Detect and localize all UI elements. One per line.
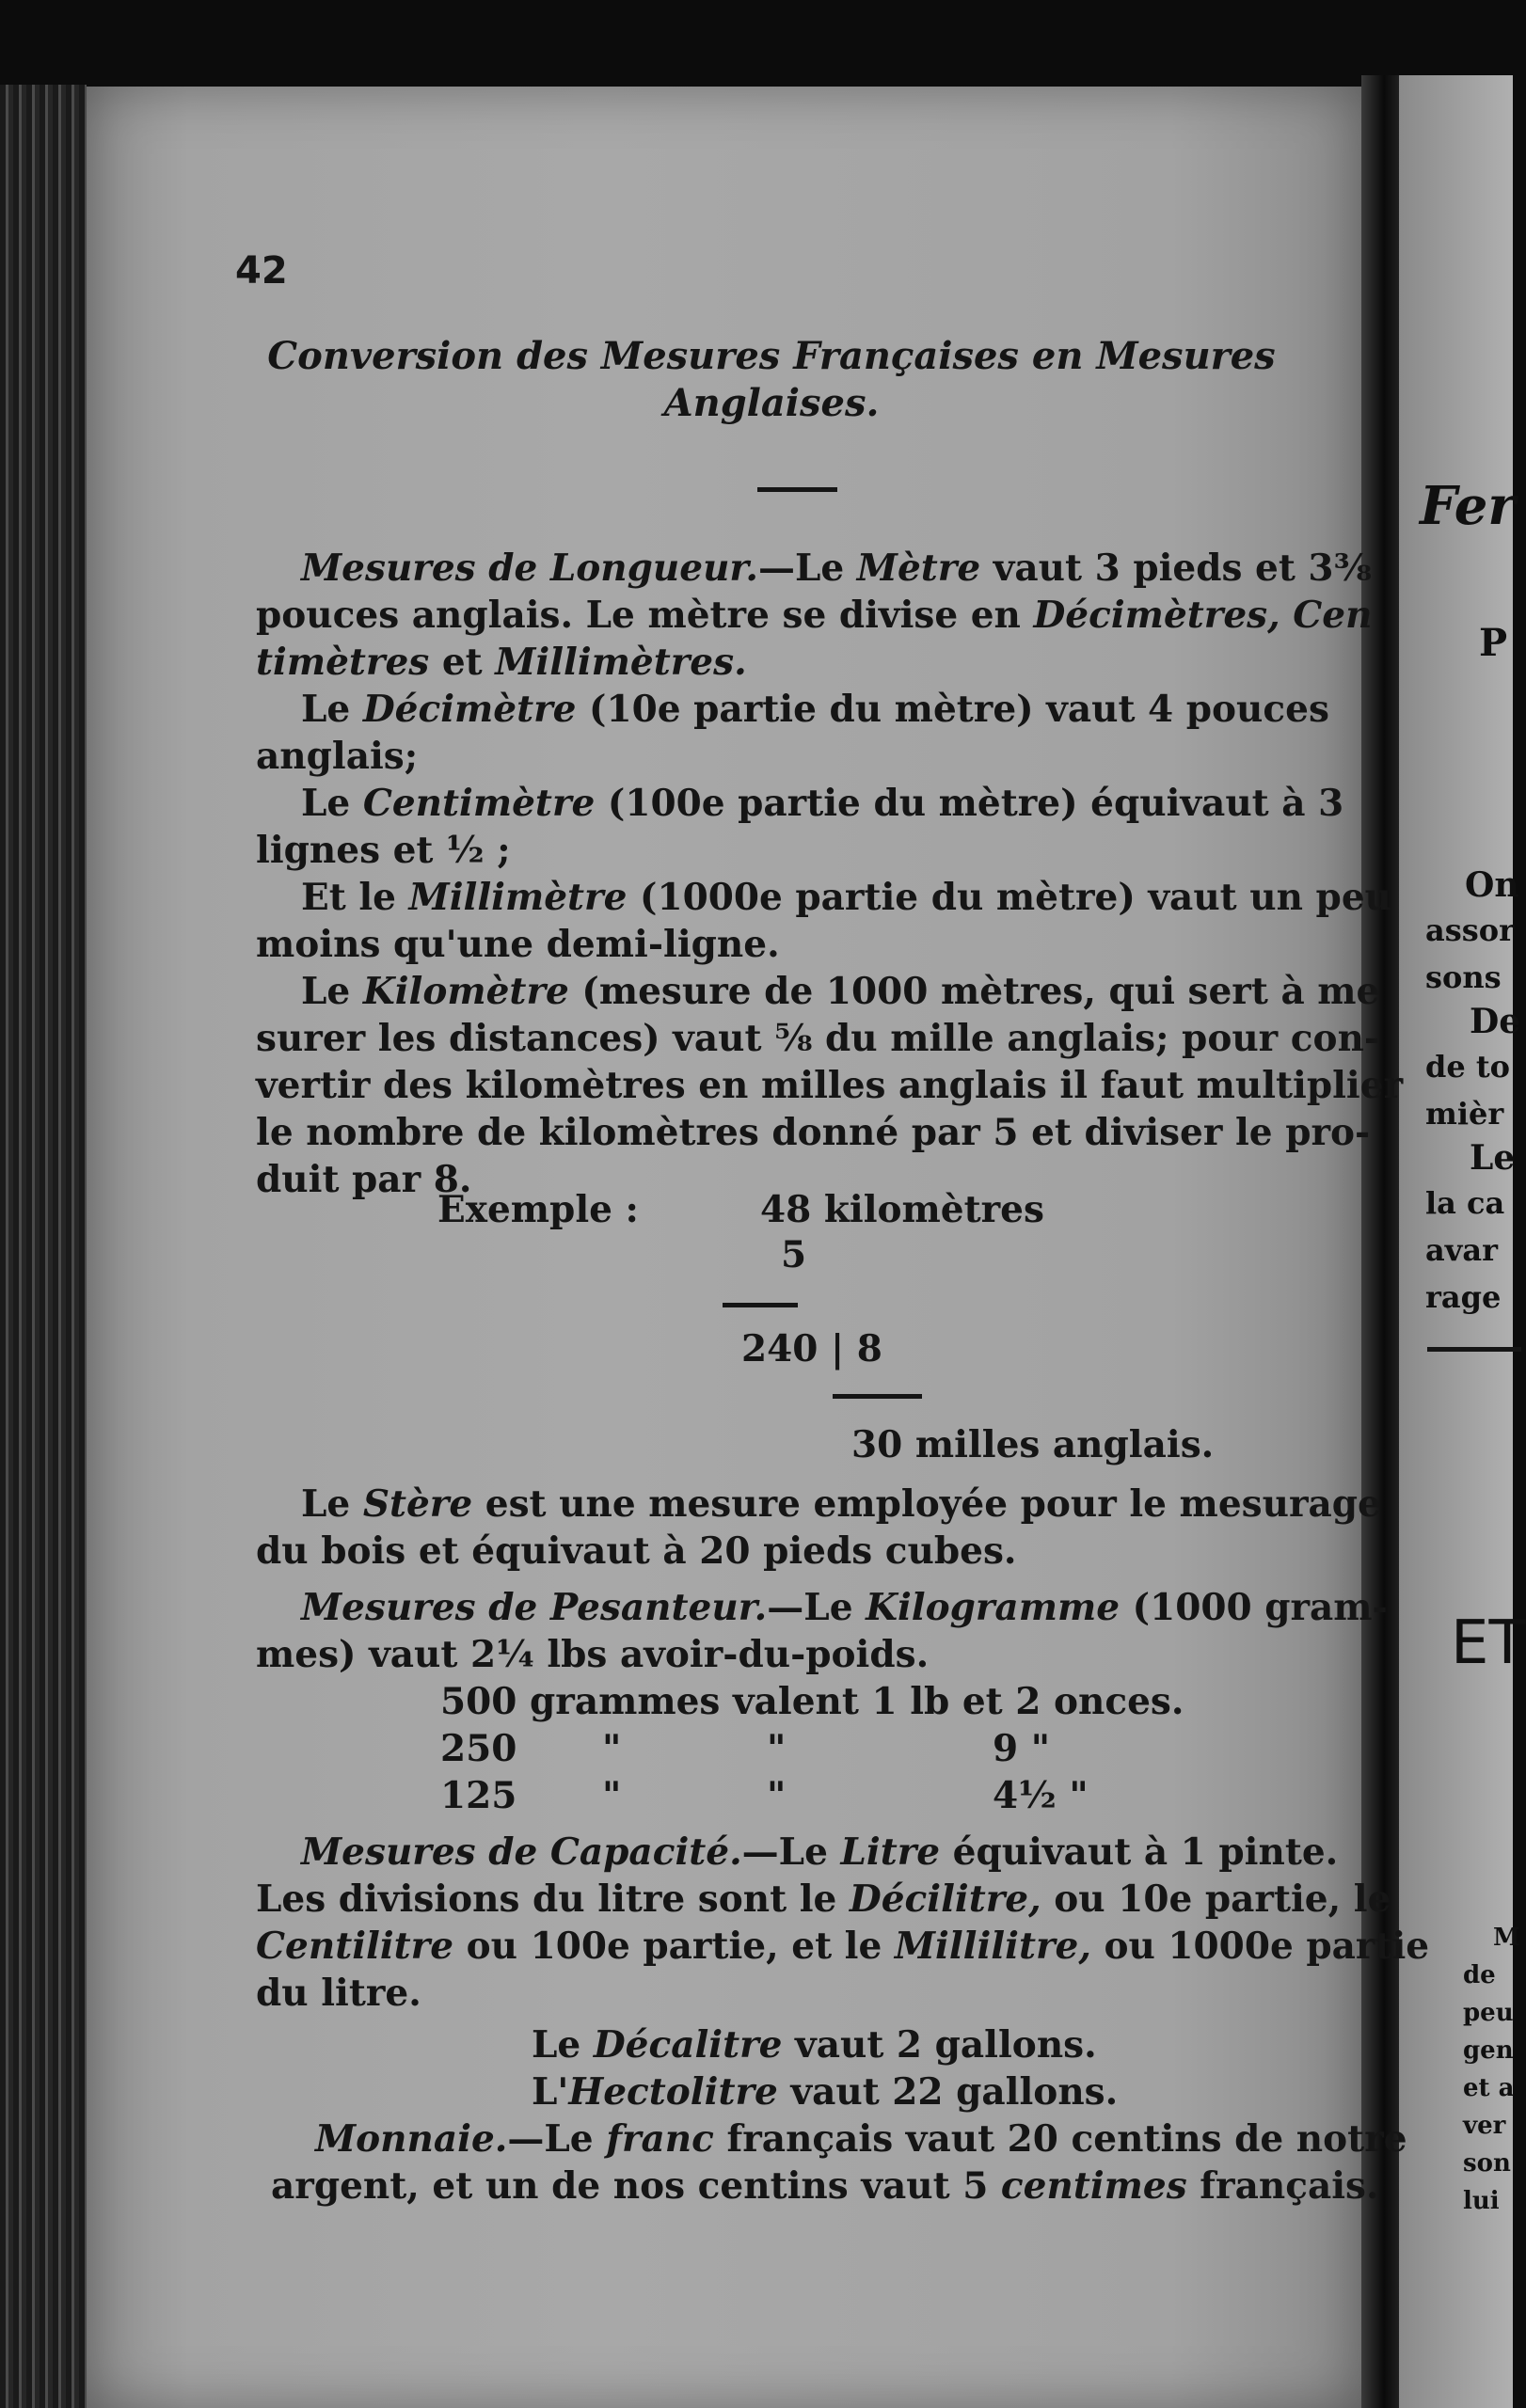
right-page-word: M <box>1493 1924 1520 1952</box>
right-page-word: gen <box>1463 2036 1514 2065</box>
text-line: le nombre de kilomètres donné par 5 et diviser le pro- <box>256 1111 1371 1154</box>
right-page-word: P <box>1479 621 1508 665</box>
right-page-word: assor <box>1425 912 1515 948</box>
weight-row: 500 grammes valent 1 lb et 2 onces. <box>440 1680 1184 1723</box>
text-line: duit par 8. <box>256 1158 472 1201</box>
text-line: Le Décimètre (10e partie du mètre) vaut 4 pouces <box>301 688 1329 731</box>
right-page-word: mièr <box>1425 1096 1504 1132</box>
text-line: vertir des kilomètres en milles anglais il faut multiplier <box>256 1064 1404 1107</box>
right-page-word: Le <box>1470 1138 1516 1178</box>
right-page-word: avar <box>1425 1232 1498 1268</box>
right-page-word: de <box>1463 1961 1496 1989</box>
example-product-rule <box>723 1303 798 1307</box>
right-page-word: et a <box>1463 2074 1515 2102</box>
page-number: 42 <box>235 249 288 293</box>
weight-row-c: " <box>767 1774 787 1817</box>
right-page-rule <box>1427 1347 1521 1352</box>
text-line: surer les distances) vaut ⅝ du mille anglais; pour con- <box>256 1017 1380 1060</box>
page-title: Conversion des Mesures Françaises en Mesures <box>267 334 1276 378</box>
right-page-word: lui <box>1463 2187 1500 2215</box>
right-page-word: rage <box>1425 1279 1502 1315</box>
text-line: lignes et ½ ; <box>256 829 511 872</box>
section-heading-longueur: Mesures de Longueur. <box>301 547 758 590</box>
section-heading-monnaie: Monnaie. <box>315 2117 508 2161</box>
section-heading-capacite: Mesures de Capacité. <box>301 1830 742 1874</box>
text-line: argent, et un de nos centins vaut 5 centimes français. <box>271 2164 1379 2208</box>
right-page-word: la ca <box>1425 1185 1505 1221</box>
text-line: Mesures de Capacité.—Le Litre équivaut à 1 pinte. <box>301 1830 1339 1874</box>
page-title-line2: Anglaises. <box>663 381 880 425</box>
weight-row-a: 250 <box>440 1727 517 1770</box>
text-line: timètres et Millimètres. <box>256 641 747 684</box>
text-line: moins qu'une demi-ligne. <box>256 923 780 966</box>
right-page-word: De <box>1470 1002 1521 1041</box>
text-line: Le Décalitre vaut 2 gallons. <box>532 2023 1097 2067</box>
text-line: Mesures de Longueur.—Le Mètre vaut 3 pieds et 3⅜ <box>301 547 1372 590</box>
example-product: 240 | 8 <box>741 1327 882 1370</box>
weight-row-d: 4½ " <box>993 1774 1089 1817</box>
text-line: Centilitre ou 100e partie, et le Millilitre, ou 1000e partie <box>256 1925 1430 1968</box>
example-multiplier: 5 <box>781 1233 807 1276</box>
right-page-word: de to <box>1425 1049 1510 1085</box>
right-page-word: Fer <box>1420 475 1516 537</box>
text-line: Les divisions du litre sont le Décilitre, ou 10e partie, le <box>256 1877 1391 1921</box>
right-page-word: On <box>1465 865 1519 905</box>
text-line: mes) vaut 2¼ lbs avoir-du-poids. <box>256 1633 930 1676</box>
right-page-word: ET <box>1451 1608 1526 1678</box>
text-line: Monnaie.—Le franc français vaut 20 centins de notre <box>315 2117 1407 2161</box>
weight-row-b: " <box>602 1727 622 1770</box>
weight-row-b: " <box>602 1774 622 1817</box>
text-line: Le Stère est une mesure employée pour le mesurage <box>301 1482 1381 1526</box>
text-line: Le Centimètre (100e partie du mètre) équivaut à 3 <box>301 782 1344 825</box>
right-page-word: peu <box>1463 1999 1514 2027</box>
right-page-word: son <box>1463 2149 1511 2178</box>
text-line: Et le Millimètre (1000e partie du mètre) vaut un peu <box>301 876 1391 919</box>
example-label: Exemple : <box>437 1188 639 1231</box>
example-km: 48 kilomètres <box>760 1188 1044 1231</box>
book-page-right <box>1399 75 1526 2408</box>
text-line: anglais; <box>256 735 419 778</box>
text-line: pouces anglais. Le mètre se divise en Décimètres, Cen <box>256 594 1373 637</box>
example-divisor-rule <box>833 1394 922 1399</box>
weight-row-c: " <box>767 1727 787 1770</box>
text-line: L'Hectolitre vaut 22 gallons. <box>532 2070 1119 2114</box>
example-result: 30 milles anglais. <box>851 1423 1215 1466</box>
section-heading-pesanteur: Mesures de Pesanteur. <box>301 1586 768 1629</box>
text-line: Mesures de Pesanteur.—Le Kilogramme (1000 gram- <box>301 1586 1388 1629</box>
text-line: du bois et équivaut à 20 pieds cubes. <box>256 1529 1017 1573</box>
book-gutter <box>1361 75 1399 2408</box>
text-line: Le Kilomètre (mesure de 1000 mètres, qui sert à me <box>301 970 1380 1013</box>
right-page-word: ver <box>1463 2112 1506 2140</box>
title-rule <box>757 487 837 492</box>
text-line: du litre. <box>256 1972 421 2015</box>
page-edge-stack <box>0 85 87 2408</box>
right-page-word: sons <box>1425 959 1502 995</box>
weight-row-d: 9 " <box>993 1727 1051 1770</box>
weight-row-a: 125 <box>440 1774 517 1817</box>
